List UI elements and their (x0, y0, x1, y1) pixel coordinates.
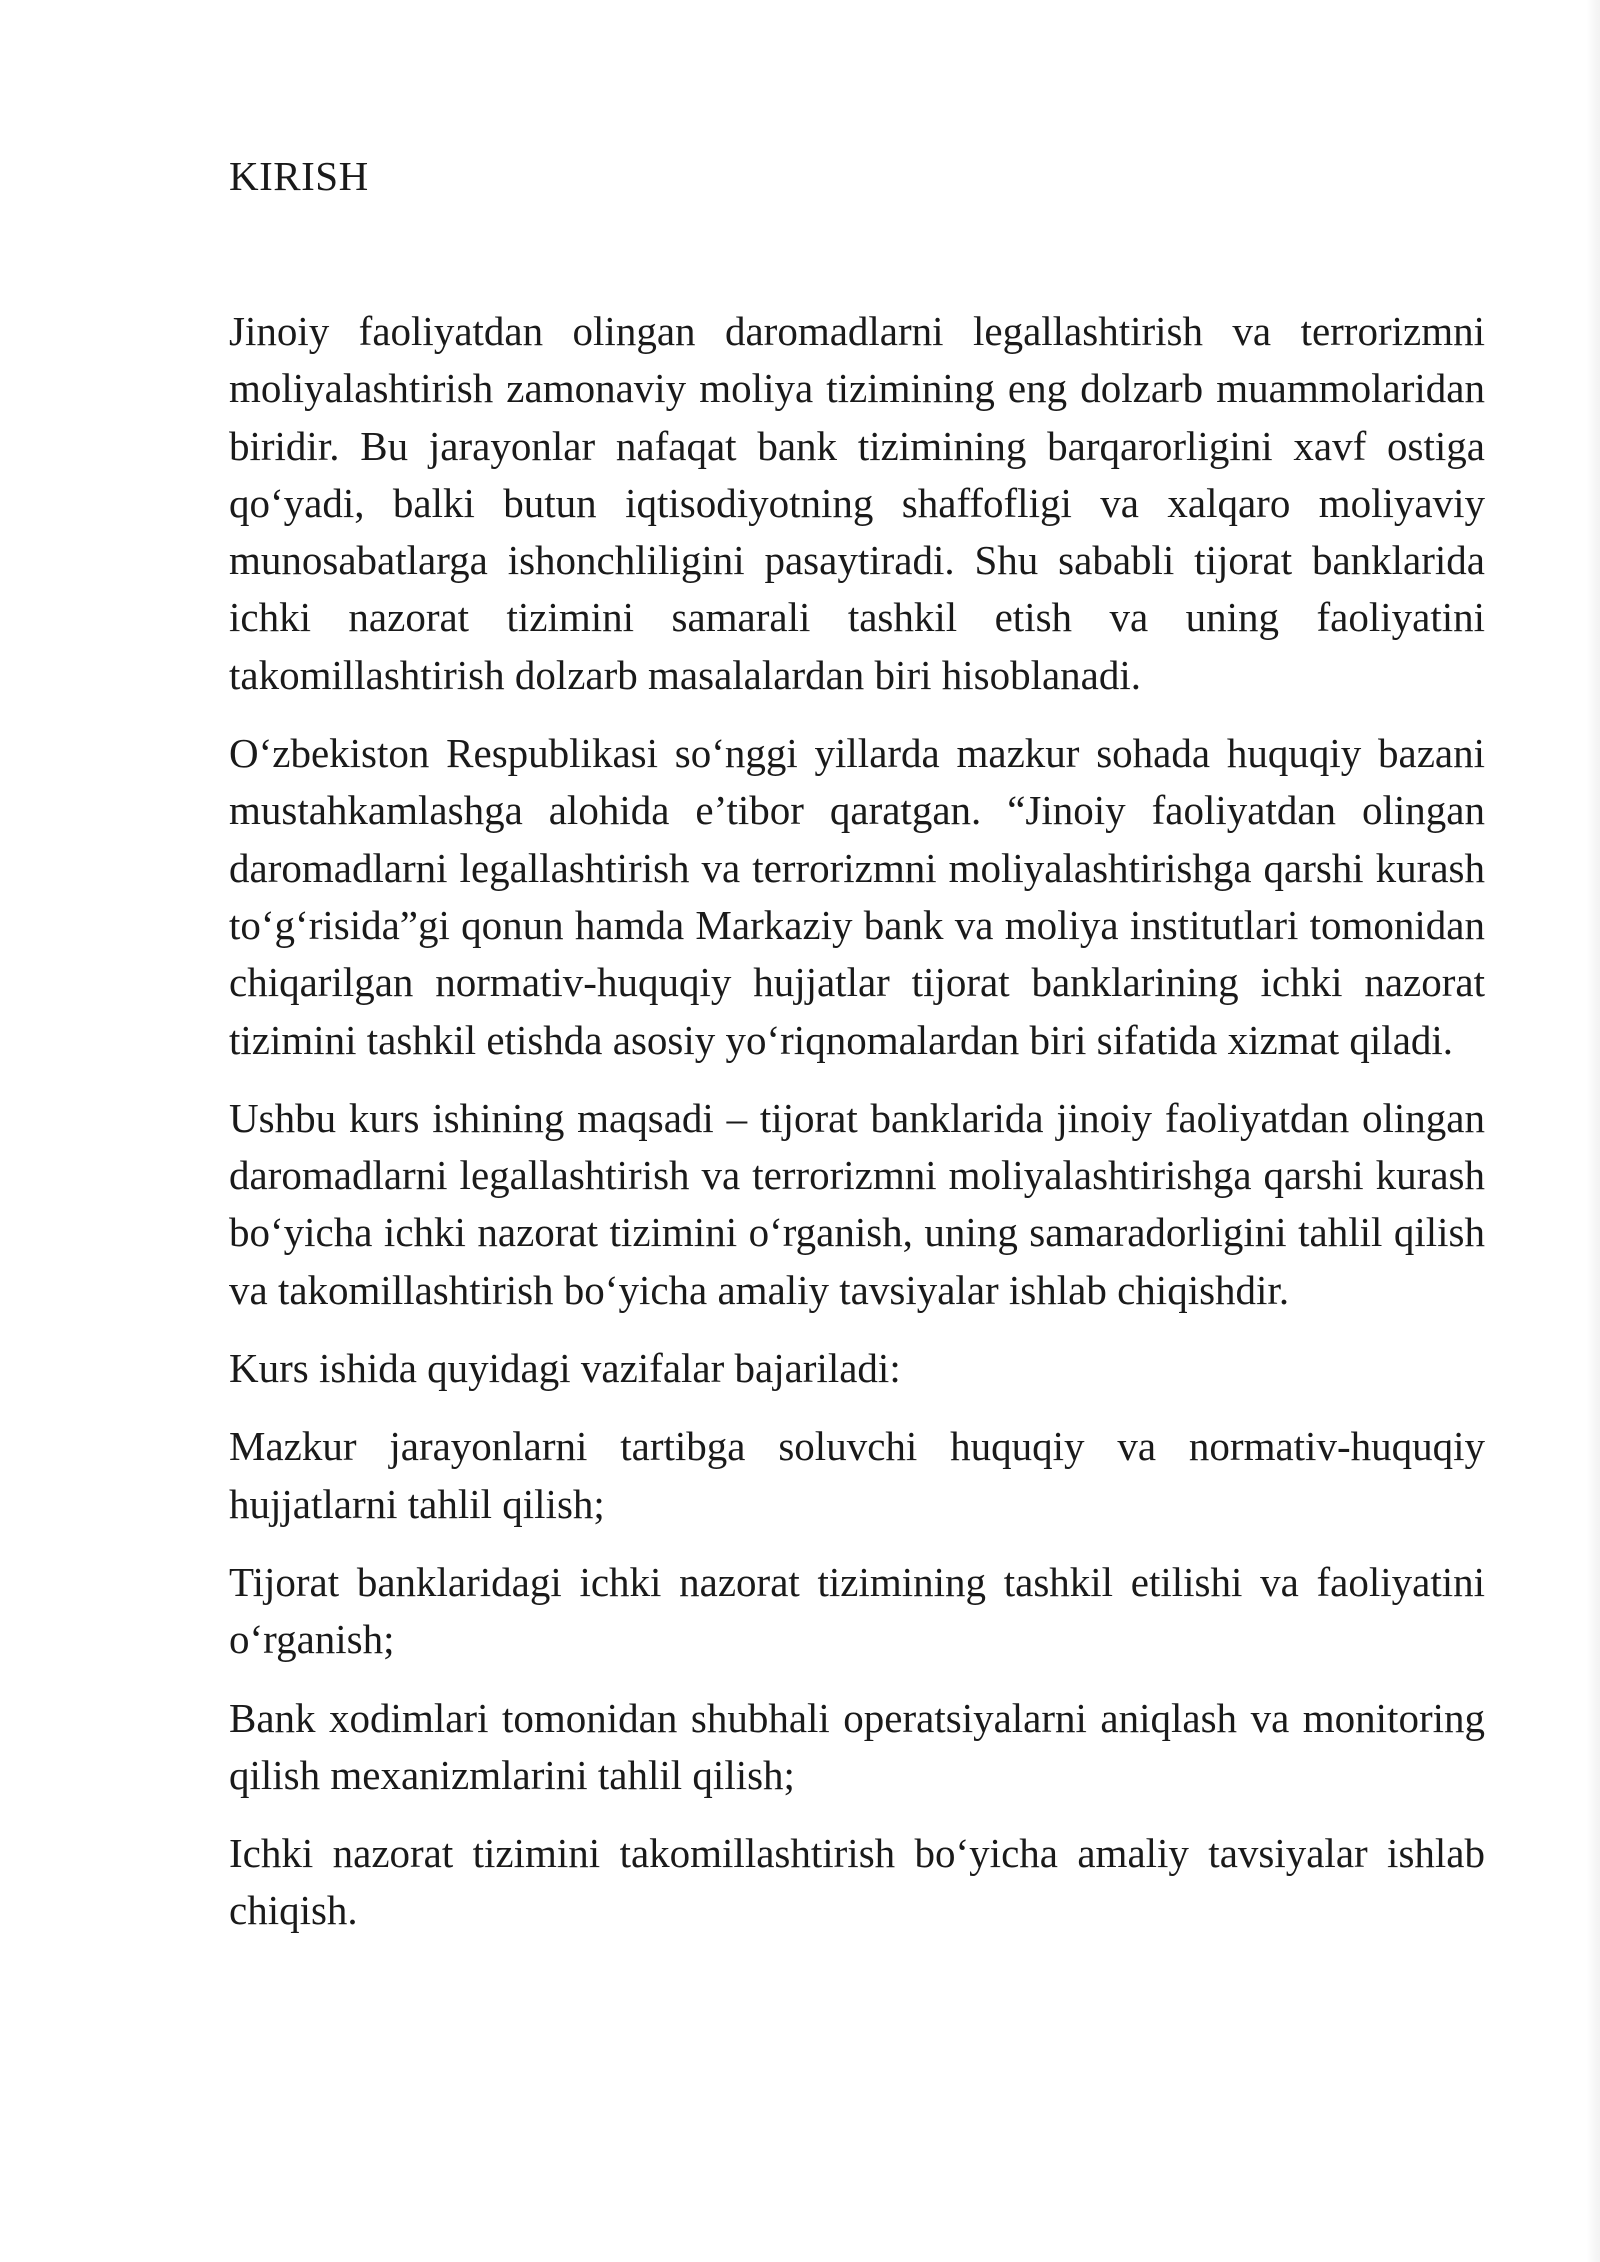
document-body (229, 148, 1485, 1961)
task-item-1: Mazkur jarayonlarni tartibga soluvchi huquqiy va normativ-huquqiy hujjatlarni tahlil qilish; (229, 1423, 1485, 1527)
paragraph-goal: Ushbu kurs ishining maqsadi – tijorat banklarida jinoiy faoliyatdan olingan daromadlarni legallashtirish va terrorizmni moliyalashtirishga qarshi kurash bo‘yicha ichki nazorat tizimini o‘rganish, uning samaradorligini tahlil qilish va takomillashtirish bo‘yicha amaliy tavsiyalar ishlab chiqishdir. (229, 1094, 1485, 1313)
task-item-4: Ichki nazorat tizimini takomillashtirish bo‘yicha amaliy tavsiyalar ishlab chiqish. (229, 1830, 1485, 1934)
task-item-2: Tijorat banklaridagi ichki nazorat tizimining tashkil etilishi va faoliyatini o‘rganish; (229, 1558, 1485, 1663)
task-item-3: Bank xodimlari tomonidan shubhali operatsiyalarni aniqlash va monitoring qilish mexanizmlarini tahlil qilish; (229, 1694, 1485, 1798)
paragraph-tasks-intro: Kurs ishida quyidagi vazifalar bajariladi: (229, 1345, 901, 1392)
paragraph-intro: Jinoiy faoliyatdan olingan daromadlarni legallashtirish va terrorizmni moliyalashtirish zamonaviy moliya tizimining eng dolzarb muammolaridan biridir. Bu jarayonlar nafaqat bank tizimining barqarorligini xavf ostiga qo‘yadi, balki butun iqtisodiyotning shaffofligi va xalqaro moliyaviy munosabatlarga ishonchliligini pasaytiradi. Shu sababli tijorat banklarida ichki nazorat tizimini samarali tashkil etish va uning faoliyatini takomillashtirish dolzarb masalalardan biri hisoblanadi. (229, 308, 1485, 698)
paragraph-legal-basis: O‘zbekiston Respublikasi so‘nggi yillarda mazkur sohada huquqiy bazani mustahkamlashga alohida e’tibor qaratgan. “Jinoiy faoliyatdan olingan daromadlarni legallashtirish va terrorizmni moliyalashtirishga qarshi kurash to‘g‘risida”gi qonun hamda Markaziy bank va moliya institutlari tomonidan chiqarilgan normativ-huquqiy hujjatlar tijorat banklarining ichki nazorat tizimini tashkil etishda asosiy yo‘riqnomalardan biri sifatida xizmat qiladi. (229, 730, 1485, 1063)
page-edge-shadow (1586, 0, 1600, 2262)
section-heading: KIRISH (229, 153, 369, 199)
